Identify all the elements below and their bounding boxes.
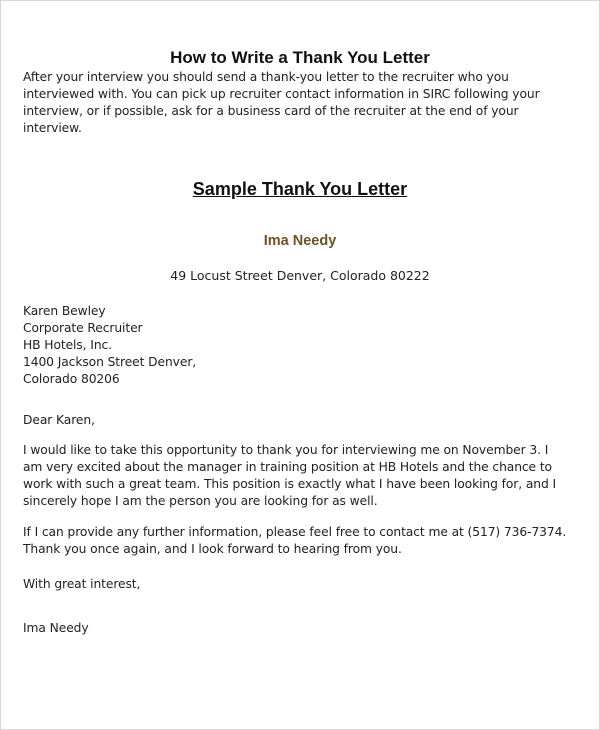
recipient-line: HB Hotels, Inc. — [23, 338, 112, 352]
sender-address: 49 Locust Street Denver, Colorado 80222 — [170, 268, 430, 283]
paragraph-line: If I can provide any further information, please feel free to contact me at (517) 736-7374. — [23, 525, 567, 539]
paragraph-line: work with such a great team. This position is exactly what I have been looking for, and I — [23, 477, 557, 491]
document-heading: How to Write a Thank You Letter — [170, 48, 430, 67]
sample-title: Sample Thank You Letter — [192, 179, 408, 199]
paragraph-line: am very excited about the manager in training position at HB Hotels and the chance to — [23, 460, 552, 474]
intro-line: interview, or if possible, ask for a business card of the recruiter at the end of your — [23, 104, 519, 118]
paragraph-line: Thank you once again, and I look forward to hearing from you. — [23, 542, 402, 556]
closing: With great interest, — [23, 577, 141, 591]
paragraph-line: I would like to take this opportunity to thank you for interviewing me on November 3. I — [23, 443, 549, 457]
intro-paragraph — [23, 69, 540, 137]
recipient-line: Corporate Recruiter — [23, 321, 143, 335]
body-paragraph-2 — [23, 524, 566, 558]
intro-line: After your interview you should send a thank-you letter to the recruiter who you — [23, 70, 509, 84]
body-paragraph-1 — [23, 442, 556, 510]
paragraph-line: sincerely hope I am the person you are looking for as well. — [23, 494, 378, 508]
recipient-line: 1400 Jackson Street Denver, — [23, 355, 197, 369]
recipient-address — [23, 303, 196, 388]
recipient-line: Karen Bewley — [23, 304, 106, 318]
signature: Ima Needy — [23, 621, 89, 635]
recipient-line: Colorado 80206 — [23, 372, 120, 386]
sender-name: Ima Needy — [263, 233, 337, 249]
intro-line: interview. — [23, 121, 82, 135]
salutation: Dear Karen, — [23, 413, 95, 427]
intro-line: interviewed with. You can pick up recruiter contact information in SIRC following your — [23, 87, 540, 101]
